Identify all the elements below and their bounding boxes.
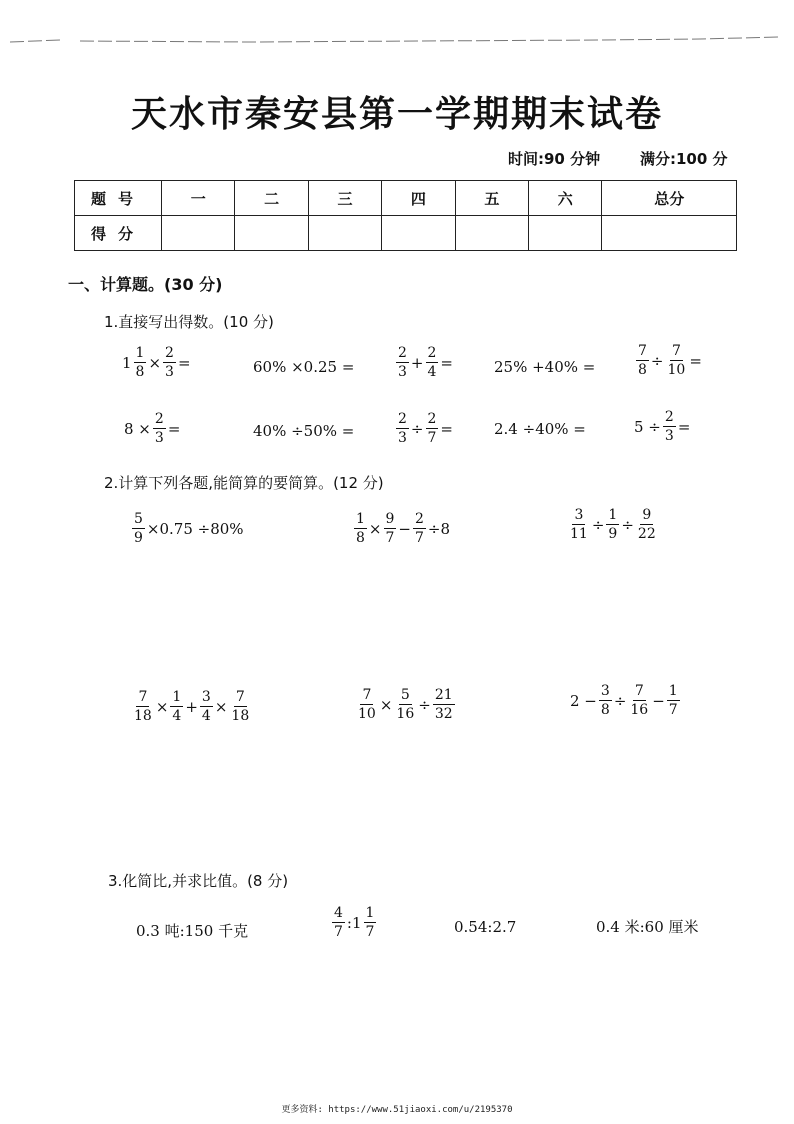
operator: ×: [368, 519, 382, 538]
page-title: 天水市秦安县第一学期期末试卷: [130, 94, 663, 135]
expr-prefix: 2 −: [570, 691, 597, 710]
fraction: [364, 906, 377, 939]
expr-rest: ×0.75 ÷80%: [146, 519, 244, 538]
score-cell[interactable]: [529, 216, 602, 251]
score-table-score-row: [75, 216, 737, 251]
fraction: [667, 684, 680, 717]
numerator: 7: [235, 689, 245, 705]
operator: ÷: [621, 515, 634, 534]
numerator: 7: [362, 687, 372, 703]
score-cell[interactable]: [382, 216, 455, 251]
q3-expr4: 0.4 米:60 厘米: [596, 918, 699, 936]
numerator: 2: [664, 409, 674, 425]
q3-expr2: [330, 906, 378, 939]
numerator: 2: [398, 345, 407, 361]
expr-prefix: 5 ÷: [634, 417, 661, 436]
operator: ×: [214, 697, 228, 716]
footer-link[interactable]: 更多资料: https://www.51jiaoxi.com/u/2195370: [281, 1105, 513, 1115]
q1-row2-expr4: 2.4 ÷40% =: [494, 420, 586, 438]
denominator: 7: [365, 924, 375, 940]
denominator: 18: [134, 708, 152, 724]
denominator: 4: [201, 708, 211, 724]
numerator: 5: [400, 687, 410, 703]
numerator: 1: [668, 683, 678, 699]
q2-row1-expr2: [352, 512, 450, 545]
fraction: [636, 344, 649, 377]
fraction: [433, 688, 455, 721]
fraction: [606, 508, 619, 541]
top-scan-line: [0, 36, 794, 48]
operator: ÷: [613, 691, 627, 710]
operator: −: [398, 519, 411, 538]
denominator: 7: [427, 430, 437, 446]
denominator: 7: [385, 530, 395, 546]
fraction: [426, 346, 439, 379]
numerator: 1: [172, 689, 182, 705]
numerator: 3: [574, 507, 584, 523]
q3-expr3: 0.54:2.7: [454, 918, 517, 936]
numerator: 7: [634, 683, 644, 699]
fraction: [413, 512, 426, 545]
numerator: 3: [600, 683, 610, 699]
q1-row2-expr3: [394, 412, 453, 445]
fraction: [354, 512, 367, 545]
fraction: [229, 690, 251, 723]
score-col-2: 二: [235, 181, 308, 216]
denominator: 7: [334, 924, 343, 940]
operator: ÷: [410, 419, 424, 438]
denominator: 8: [638, 362, 647, 378]
numerator: 1: [135, 345, 145, 361]
score-col-3: 三: [308, 181, 381, 216]
time-limit: 时间:90 分钟: [508, 150, 601, 168]
q1-row1-expr1: [122, 346, 191, 379]
denominator: 32: [434, 706, 453, 722]
denominator: 3: [154, 430, 164, 446]
numerator: 7: [671, 343, 681, 359]
q1-row1-expr4: 25% +40% =: [494, 358, 596, 376]
fraction: [153, 412, 166, 445]
denominator: 4: [172, 708, 182, 724]
denominator: 16: [396, 706, 415, 722]
numerator: 9: [385, 511, 395, 527]
denominator: 3: [398, 430, 407, 446]
score-cell[interactable]: [235, 216, 308, 251]
fraction: [568, 508, 590, 541]
fraction: [200, 690, 213, 723]
equals-sign: =: [177, 353, 191, 372]
score-col-total: 总分: [602, 181, 737, 216]
equals-sign: =: [167, 419, 181, 438]
denominator: 9: [134, 530, 143, 546]
denominator: 18: [231, 708, 250, 724]
q2-row2-expr1: [130, 690, 253, 723]
q1-row1-expr5: [634, 344, 702, 377]
denominator: 8: [600, 702, 610, 718]
denominator: 9: [608, 526, 618, 542]
score-col-5: 五: [455, 181, 528, 216]
fraction: [170, 690, 183, 723]
fraction: [666, 344, 688, 377]
score-col-1: 一: [162, 181, 235, 216]
numerator: 9: [642, 507, 652, 523]
operator: ÷: [591, 515, 605, 534]
equals-sign: =: [689, 351, 702, 370]
whole-number: 1: [122, 353, 132, 372]
equals-sign: =: [677, 417, 691, 436]
equals-sign: =: [440, 353, 453, 372]
q1-row2-expr2: 40% ÷50% =: [253, 422, 355, 440]
score-cell[interactable]: [455, 216, 528, 251]
numerator: 21: [434, 687, 453, 703]
fraction: [636, 508, 658, 541]
q3-expr1: 0.3 吨:150 千克: [136, 922, 249, 940]
operator: −: [652, 691, 665, 710]
score-cell[interactable]: [162, 216, 235, 251]
fraction: [396, 346, 409, 379]
operator: +: [410, 353, 424, 372]
denominator: 11: [570, 526, 588, 542]
score-table-header-label: 题号: [75, 181, 162, 216]
numerator: 3: [201, 689, 211, 705]
q2-label: 2.计算下列各题,能简算的要简算。(12 分): [104, 474, 384, 492]
score-cell[interactable]: [308, 216, 381, 251]
operator: ÷: [418, 695, 431, 714]
operator: ×: [155, 697, 169, 716]
q2-row1-expr3: [566, 508, 660, 541]
q1-row2-expr5: [634, 410, 690, 443]
denominator: 4: [427, 364, 437, 380]
fraction: [132, 690, 154, 723]
denominator: 7: [668, 702, 678, 718]
operator: +: [185, 697, 198, 716]
denominator: 10: [358, 706, 376, 722]
q2-row2-expr2: [354, 688, 457, 721]
denominator: 16: [630, 702, 649, 718]
fraction: [163, 346, 176, 379]
operator: ×: [148, 353, 162, 372]
denominator: 3: [165, 364, 174, 380]
fraction: [663, 410, 676, 443]
q1-label: 1.直接写出得数。(10 分): [104, 313, 274, 331]
ratio-mid: :1: [346, 913, 362, 932]
denominator: 3: [664, 428, 674, 444]
fraction: [396, 412, 409, 445]
denominator: 8: [356, 530, 365, 546]
q2-row2-expr3: [570, 684, 682, 717]
numerator: 1: [365, 905, 375, 921]
fraction: [394, 688, 416, 721]
q1-row1-expr2: 60% ×0.25 =: [253, 358, 355, 376]
score-table: [74, 180, 737, 251]
numerator: 1: [608, 507, 618, 523]
denominator: 8: [135, 364, 145, 380]
expr-rest: ÷8: [427, 519, 451, 538]
section1-heading: 一、计算题。(30 分): [68, 275, 223, 294]
q3-label: 3.化简比,并求比值。(8 分): [108, 872, 289, 890]
numerator: 2: [398, 411, 407, 427]
numerator: 7: [638, 343, 647, 359]
numerator: 5: [134, 511, 143, 527]
denominator: 22: [637, 526, 656, 542]
numerator: 7: [138, 689, 148, 705]
numerator: 2: [154, 411, 164, 427]
denominator: 3: [398, 364, 407, 380]
score-col-4: 四: [382, 181, 455, 216]
operator: ÷: [650, 351, 664, 370]
numerator: 2: [415, 511, 424, 527]
q1-row1-expr3: [394, 346, 453, 379]
score-table-row-label: 得分: [75, 216, 162, 251]
equals-sign: =: [440, 419, 453, 438]
fraction: [132, 512, 145, 545]
score-table-header-row: [75, 181, 737, 216]
fraction: [599, 684, 612, 717]
fraction: [426, 412, 439, 445]
score-col-6: 六: [529, 181, 602, 216]
numerator: 2: [427, 345, 437, 361]
q1-row2-expr1: [124, 412, 180, 445]
fraction: [384, 512, 397, 545]
full-score: 满分:100 分: [640, 150, 728, 168]
operator: ×: [379, 695, 393, 714]
numerator: 1: [356, 511, 365, 527]
score-cell[interactable]: [602, 216, 737, 251]
numerator: 2: [165, 345, 174, 361]
fraction: [356, 688, 378, 721]
fraction: [134, 346, 147, 379]
numerator: 4: [334, 905, 343, 921]
q2-row1-expr1: [130, 512, 244, 545]
expr-prefix: 8 ×: [124, 419, 151, 438]
denominator: 10: [667, 362, 686, 378]
fraction: [628, 684, 650, 717]
denominator: 7: [415, 530, 424, 546]
fraction: [332, 906, 345, 939]
numerator: 2: [427, 411, 437, 427]
